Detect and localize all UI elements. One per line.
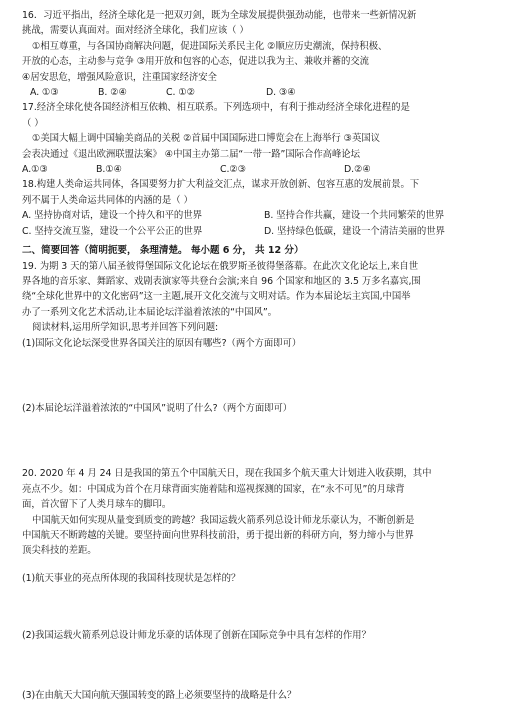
q18-options-row: [22, 224, 502, 239]
q20-material-line: 亮点不少。如：中国成为首个在月球背面实施着陆和巡视探测的国家，在“永不可见”的月球背: [22, 483, 405, 495]
q16-stem-line: 16．习近平指出，经济全球化是一把双刃剑，既为全球发展提供强劲动能，也带来一些新情况新: [22, 10, 417, 21]
q19-subquestion-2: (2)本届论坛洋溢着浓浓的“中国风”说明了什么?（两个方面即可）: [22, 402, 293, 414]
q17-options: [22, 162, 502, 177]
q17-stem-line: 会表决通过《退出欧洲联盟法案》 ④中国主办第二届“一带一路”国际合作高峰论坛: [22, 148, 360, 160]
q17-stem-line: 17.经济全球化使各国经济相互依赖、相互联系。下列选项中，有利于推动经济全球化进程的是: [22, 102, 410, 114]
answer-space[interactable]: [22, 586, 502, 628]
q18-stem-line: 18.构建人类命运共同体，各国要努力扩大利益交汇点，谋求开放创新、包容互惠的发展前景。下: [22, 179, 420, 191]
question-19: [22, 259, 502, 467]
question-20: [22, 466, 502, 703]
q20-subquestion-3: (3)在由航天大国向航天强国转变的路上必须要坚持的战略是什么？: [22, 689, 297, 701]
q20-subquestion-2: (2)我国运载火箭系列总设计师龙乐豪的话体现了创新在国际竞争中具有怎样的作用？: [22, 630, 371, 642]
q16-options: [22, 85, 502, 100]
q16-stem-line: 挑战，需要认真面对。面对经济全球化，我们应该（ ）: [22, 25, 249, 37]
q16-option-d[interactable]: D. ③④: [266, 87, 296, 99]
question-16: [22, 8, 502, 100]
q19-instruction: 阅读材料,运用所学知识,思考并回答下列问题:: [32, 322, 219, 334]
q19-subquestion-1: (1)国际文化论坛深受世界各国关注的原因有哪些?（两个方面即可）: [22, 337, 302, 349]
q19-material-line: 界各地的音乐家、舞蹈家、戏剧表演家等共登台会演;来自 96 个国家和地区的 3.5 万多名嘉宾,围: [22, 275, 421, 287]
q17-option-c[interactable]: C.②③: [220, 164, 247, 176]
q18-option-a[interactable]: A. 坚持协商对话，建设一个持久和平的世界: [22, 210, 202, 222]
answer-space[interactable]: [22, 351, 502, 401]
spacer: [22, 559, 502, 571]
q20-subquestion-1: (1)航天事业的亮点所体现的我国科技现状是怎样的？: [22, 572, 241, 584]
q16-option-c[interactable]: C. ①②: [166, 87, 196, 99]
q18-stem-line: 列不属于人类命运共同体的内涵的是（ ）: [22, 194, 193, 206]
q20-material-line: 面，首次留下了人类月球车的脚印。: [22, 499, 172, 511]
q19-material-line: 绕“全球化世界中的文化密码”这一主题,展开文化交流与文明对话。作为本届论坛主宾国,中国举: [22, 291, 411, 303]
q20-material-line: 顶尖科技的差距。: [22, 545, 97, 557]
q19-material-line: 19. 为期 3 天的第八届圣彼得堡国际文化论坛在俄罗斯圣彼得堡落幕。在此次文化论坛上,来自世: [22, 260, 419, 272]
q18-option-d[interactable]: D. 坚持绿色低碳，建设一个清洁美丽的世界: [264, 225, 445, 237]
q17-option-a[interactable]: A.①③: [22, 164, 48, 176]
q16-stem-line: ①相互尊重，与各国协商解决问题，促进国际关系民主化 ②顺应历史潮流，保持积极、: [32, 40, 388, 52]
section-heading: 二、简要回答（简明扼要， 条理清楚。 每小题 6 分， 共 12 分）: [22, 245, 304, 257]
q17-stem-line: ①美国大幅上调中国输美商品的关税 ②首届中国国际进口博览会在上海举行 ③英国议: [32, 133, 380, 145]
q20-material-line: 20. 2020 年 4 月 24 日是我国的第五个中国航天日，现在我国多个航天重大计划进入收获期，其中: [22, 468, 432, 480]
question-17: [22, 100, 502, 177]
q19-material-line: 办了一系列文化艺术活动,让本届论坛洋溢着浓浓的“中国风”。: [22, 306, 277, 318]
question-18: [22, 177, 502, 239]
q16-stem-line: ④居安思危，增强风险意识，注重国家经济安全: [22, 71, 217, 83]
q16-option-a[interactable]: A. ①③: [30, 87, 59, 99]
q16-option-b[interactable]: B. ②④: [98, 87, 127, 99]
q18-options-row: [22, 208, 502, 223]
q20-material-line: 中国航天不断跨越的关键。要坚持面向世界科技前沿，勇于提出新的科研方向，努力缔小与世界: [22, 529, 414, 541]
q16-stem-line: 开放的心态，主动参与竞争 ③用开放和包容的心态，促进以我为主、兼收并蓄的交流: [22, 56, 369, 68]
answer-space[interactable]: [22, 416, 502, 466]
exam-page: [22, 8, 502, 703]
q20-material-line: 中国航天如何实现从量变到质变的跨越？我国运载火箭系列总设计师龙乐豪认为，不断创新是: [32, 514, 415, 526]
answer-space[interactable]: [22, 644, 502, 688]
q18-option-b[interactable]: B. 坚持合作共赢，建设一个共同繁荣的世界: [264, 210, 445, 222]
q18-option-c[interactable]: C. 坚持交流互鉴，建设一个公平公正的世界: [22, 225, 203, 237]
q17-option-d[interactable]: D.②④: [344, 164, 371, 176]
q17-stem-line: （ ）: [22, 117, 44, 129]
q17-option-b[interactable]: B.①④: [96, 164, 123, 176]
